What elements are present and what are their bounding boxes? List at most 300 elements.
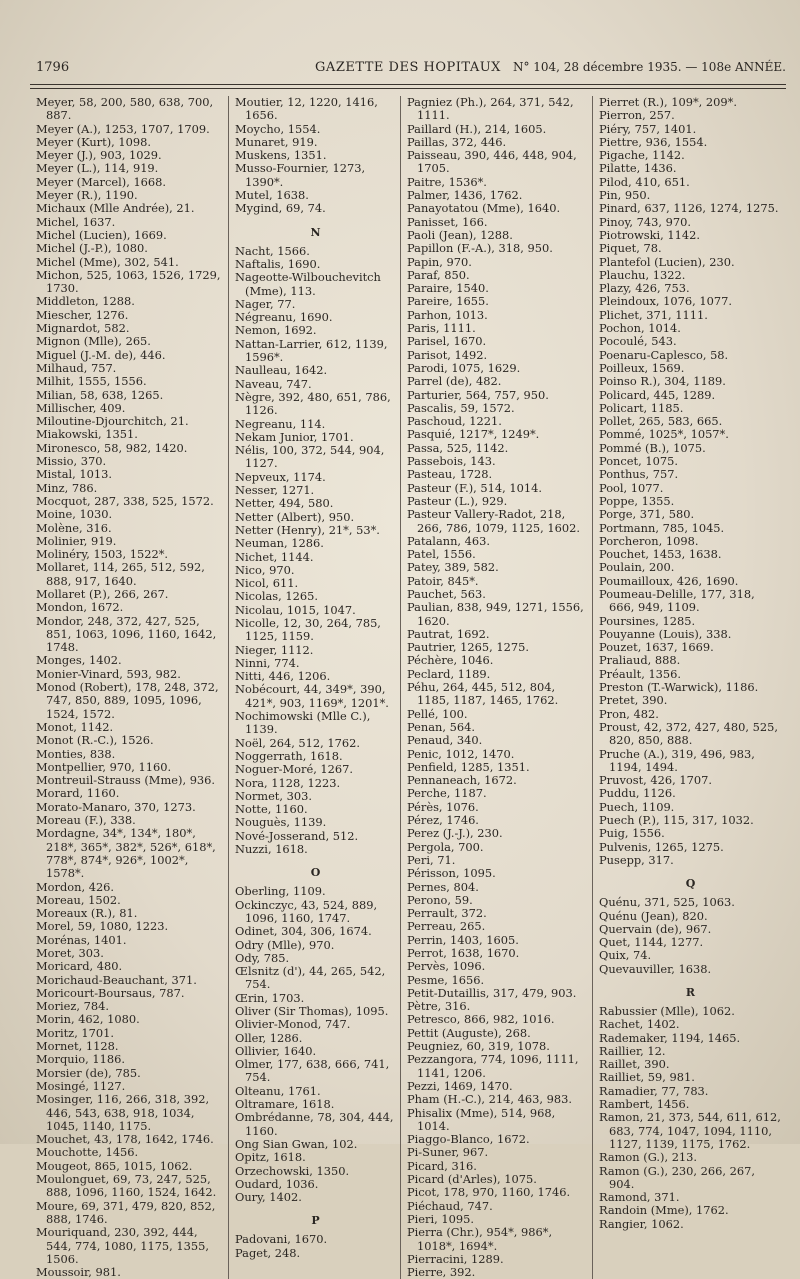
index-entry: Patey, 389, 582. <box>407 560 499 575</box>
index-entry: Neuman, 1286. <box>235 536 324 551</box>
index-entry: Pierracini, 1289. <box>407 1251 504 1266</box>
index-entry: Porcheron, 1098. <box>599 533 699 548</box>
index-entry: Moricard, 480. <box>36 959 123 974</box>
index-entry: Policard, 445, 1289. <box>599 387 716 402</box>
index-entry: Mutel, 1638. <box>235 188 309 203</box>
index-entry: Milian, 58, 638, 1265. <box>36 387 164 402</box>
index-entry: Perrin, 1403, 1605. <box>407 932 519 947</box>
index-entry: Ramadier, 77, 783. <box>599 1083 709 1098</box>
index-entry: Pool, 1077. <box>599 480 664 495</box>
index-entry: Penaud, 340. <box>407 733 483 748</box>
index-entry: Railliet, 59, 981. <box>599 1070 695 1085</box>
index-entry: Noël, 264, 512, 1762. <box>235 735 361 750</box>
index-entry: Meyer, 58, 200, 580, 638, 700, 887. <box>36 95 214 123</box>
index-entry: Moutier, 12, 1220, 1416, 1656. <box>235 95 378 123</box>
index-entry: Mordon, 426. <box>36 879 115 894</box>
index-entry: Millischer, 409. <box>36 400 126 415</box>
index-entry: Moret, 303. <box>36 946 104 960</box>
index-entry: Péhu, 264, 445, 512, 804, 1185, 1187, 1465, 1762. <box>407 680 559 708</box>
index-entry: Nekam Junior, 1701. <box>235 429 354 444</box>
index-entry: Muskens, 1351. <box>235 148 327 163</box>
index-entry: Parrel (de), 482. <box>407 374 502 389</box>
index-entry: Pinoy, 743, 970. <box>599 214 692 229</box>
index-entry: Ramon (G.), 213. <box>599 1150 698 1165</box>
index-entry: Monot, 1142. <box>36 719 114 734</box>
index-entry: Pezzi, 1469, 1470. <box>407 1078 513 1093</box>
index-entry: Pennaneach, 1672. <box>407 773 517 788</box>
index-entry: Nochimowski (Mlle C.), 1139. <box>235 709 371 737</box>
index-entry: Paraf, 850. <box>407 267 470 282</box>
index-entry: Minz, 786. <box>36 480 98 495</box>
index-columns <box>30 95 786 1279</box>
index-entry: Moricourt-Boursaus, 787. <box>36 985 185 1000</box>
index-entry: Pretet, 390. <box>599 693 668 708</box>
index-entry: Portmann, 785, 1045. <box>599 520 725 535</box>
index-entry: Mironesco, 58, 982, 1420. <box>36 440 188 455</box>
index-entry: Rangier, 1062. <box>599 1216 684 1231</box>
index-entry: Morquio, 1186. <box>36 1052 125 1067</box>
section-letter: R <box>685 986 696 999</box>
index-entry: Policart, 1185. <box>599 400 684 415</box>
index-entry: Pusepp, 317. <box>599 852 674 867</box>
index-entry: Milhaud, 757. <box>36 360 117 375</box>
index-entry: Morin, 462, 1080. <box>36 1012 140 1027</box>
page-header <box>30 58 786 80</box>
index-entry: Moine, 1030. <box>36 507 113 522</box>
index-entry: Périsson, 1095. <box>407 866 496 881</box>
index-entry: Morato-Manaro, 370, 1273. <box>36 799 196 814</box>
index-entry: Nattan-Larrier, 612, 1139, 1596*. <box>235 336 388 365</box>
index-entry: Normet, 303. <box>235 788 312 803</box>
index-entry: Poilleux, 1569. <box>599 360 685 375</box>
index-entry: Ramond, 371. <box>599 1190 680 1205</box>
index-entry: Nora, 1128, 1223. <box>235 775 341 790</box>
index-entry: Pautrat, 1692. <box>407 626 490 641</box>
index-entry: Morard, 1160. <box>36 786 120 801</box>
index-entry: Patalann, 463. <box>407 533 491 548</box>
index-column-2 <box>228 96 400 1279</box>
index-entry: Pierret (R.), 109*, 209*. <box>599 95 737 109</box>
index-entry: Mistal, 1013. <box>36 467 113 482</box>
index-entry: Quénu (Jean), 820. <box>599 908 708 923</box>
index-entry: Orzechowski, 1350. <box>235 1163 350 1178</box>
index-entry: Mignardot, 582. <box>36 321 130 336</box>
index-entry: Perono, 59. <box>407 892 473 907</box>
index-column-4 <box>592 96 786 1279</box>
index-entry: Paulian, 838, 949, 1271, 1556, 1620. <box>407 600 584 628</box>
index-entry: Mouchotte, 1456. <box>36 1145 139 1160</box>
index-entry: Monot (R.-C.), 1526. <box>36 733 154 748</box>
index-entry: Plantefol (Lucien), 230. <box>599 254 735 269</box>
index-entry: Paris, 1111. <box>407 321 476 336</box>
index-entry: Parhon, 1013. <box>407 307 488 322</box>
index-entry: Nègre, 392, 480, 651, 786, 1126. <box>235 389 391 418</box>
index-entry: Pollet, 265, 583, 665. <box>599 414 723 429</box>
index-entry: Perrault, 372. <box>407 906 487 921</box>
index-entry: Plauchu, 1322. <box>599 267 686 282</box>
index-entry: Moreau (F.), 338. <box>36 813 136 828</box>
index-entry: Netter, 494, 580. <box>235 496 334 511</box>
index-entry: Puddu, 1126. <box>599 786 676 801</box>
index-entry: Mordagne, 34*, 134*, 180*, 218*, 365*, 382*, 526*, 618*, 778*, 874*, 926*, 1002*, 1578*. <box>36 826 216 881</box>
index-entry: Pocoulé, 543. <box>599 334 677 349</box>
index-entry: Michon, 525, 1063, 1526, 1729, 1730. <box>36 267 221 296</box>
index-entry: Moreaux (R.), 81. <box>36 906 138 921</box>
index-entry: Miakowski, 1351. <box>36 427 138 442</box>
index-entry: Puech (P.), 115, 317, 1032. <box>599 813 754 828</box>
index-entry: Ramon (G.), 230, 266, 267, 904. <box>599 1163 756 1191</box>
index-entry: Parodi, 1075, 1629. <box>407 360 521 375</box>
index-entry: Mollaret, 114, 265, 512, 592, 888, 917, 1640. <box>36 560 205 588</box>
index-entry: Randoin (Mme), 1762. <box>599 1203 729 1218</box>
header-rule <box>30 84 786 85</box>
index-entry: Picot, 178, 970, 1160, 1746. <box>407 1185 571 1200</box>
index-entry: Michel (J.-P.), 1080. <box>36 241 148 256</box>
index-entry: Panisset, 166. <box>407 214 488 229</box>
index-entry: Phisalix (Mme), 514, 968, 1014. <box>407 1105 556 1133</box>
index-entry: Quevauviller, 1638. <box>599 961 712 976</box>
index-entry: Quet, 1144, 1277. <box>599 935 704 950</box>
index-entry: Molène, 316. <box>36 520 112 535</box>
index-entry: Piaggo-Blanco, 1672. <box>407 1132 530 1147</box>
index-entry: Pigache, 1142. <box>599 148 685 163</box>
index-entry: Petit-Dutaillis, 317, 479, 903. <box>407 985 577 1000</box>
index-entry: Nacht, 1566. <box>235 243 310 258</box>
index-entry: Meyer (J.), 903, 1029. <box>36 148 162 163</box>
index-entry: Pierre, 392. <box>407 1265 476 1279</box>
index-entry: Nové-Josserand, 512. <box>235 828 359 843</box>
index-entry: Penan, 564. <box>407 719 475 734</box>
index-entry: Quix, 74. <box>599 948 652 963</box>
index-entry: Netter (Henry), 21*, 53*. <box>235 522 380 537</box>
index-entry: Pellé, 100. <box>407 706 468 721</box>
index-entry: Montreuil-Strauss (Mme), 936. <box>36 773 216 788</box>
index-entry: Missio, 370. <box>36 454 107 469</box>
index-entry: Pleindoux, 1076, 1077. <box>599 294 733 309</box>
index-entry: Péchère, 1046. <box>407 653 494 668</box>
index-entry: Olivier-Monod, 747. <box>235 1017 351 1032</box>
index-column-1 <box>30 96 228 1279</box>
index-entry: Pulvenis, 1265, 1275. <box>599 839 724 854</box>
index-entry: Pierra (Chr.), 954*, 986*, 1018*, 1694*. <box>407 1225 553 1253</box>
index-entry: Pernes, 804. <box>407 879 479 894</box>
index-entry: Pouzet, 1637, 1669. <box>599 640 714 655</box>
index-entry: Piquet, 78. <box>599 241 662 256</box>
index-entry: Padovani, 1670. <box>235 1232 328 1247</box>
index-entry: Preston (T.-Warwick), 1186. <box>599 680 759 695</box>
index-entry: Nepveux, 1174. <box>235 469 326 484</box>
index-entry: Negreanu, 114. <box>235 416 326 431</box>
index-entry: Porge, 371, 580. <box>599 507 695 522</box>
issue-info: N° 104, 28 décembre 1935. — 108e ANNÉE. <box>512 60 786 74</box>
index-entry: Oliver (Sir Thomas), 1095. <box>235 1004 389 1018</box>
index-entry: Odinet, 304, 306, 1674. <box>235 924 372 939</box>
index-entry: Moritz, 1701. <box>36 1025 115 1040</box>
index-entry: Poppe, 1355. <box>599 493 675 508</box>
index-entry: Moussoir, 981. <box>36 1265 121 1279</box>
index-entry: Penfield, 1285, 1351. <box>407 759 530 774</box>
index-entry: Pasteur Vallery-Radot, 218, 266, 786, 1079, 1125, 1602. <box>407 507 581 535</box>
index-entry: Monier-Vinard, 593, 982. <box>36 666 181 681</box>
index-entry: Plichet, 371, 1111. <box>599 307 708 322</box>
index-entry: Parisot, 1492. <box>407 347 488 362</box>
index-entry: Oury, 1402. <box>235 1190 302 1205</box>
index-entry: Œlsnitz (d'), 44, 265, 542, 754. <box>235 964 386 992</box>
index-entry: Nicolas, 1265. <box>235 589 318 604</box>
index-entry: Nouguès, 1139. <box>235 815 327 830</box>
index-entry: Michel (Lucien), 1669. <box>36 227 167 242</box>
index-entry: Odry (Mlle), 970. <box>235 937 335 952</box>
index-entry: Ollivier, 1640. <box>235 1043 317 1058</box>
index-entry: Perche, 1187. <box>407 786 487 801</box>
index-entry: Pinard, 637, 1126, 1274, 1275. <box>599 201 779 216</box>
journal-title: GAZETTE DES HOPITAUX <box>315 60 501 75</box>
index-entry: Mouchet, 43, 178, 1642, 1746. <box>36 1132 214 1147</box>
index-entry: Moure, 69, 371, 479, 820, 852, 888, 1746. <box>36 1198 216 1226</box>
page-number: 1796 <box>36 60 70 75</box>
index-entry: Rademaker, 1194, 1465. <box>599 1030 741 1045</box>
index-entry: Patoir, 845*. <box>407 573 479 588</box>
index-entry: Notte, 1160. <box>235 802 308 817</box>
index-entry: Mondon, 1672. <box>36 600 124 615</box>
index-entry: Papin, 970. <box>407 254 472 269</box>
index-entry: Pergola, 700. <box>407 839 484 854</box>
index-entry: Paget, 248. <box>235 1245 301 1260</box>
index-entry: Mondor, 248, 372, 427, 525, 851, 1063, 1096, 1160, 1642, 1748. <box>36 613 217 655</box>
index-entry: Nager, 77. <box>235 296 296 311</box>
index-entry: Miloutine-Djourchitch, 21. <box>36 414 189 429</box>
index-entry: Nesser, 1271. <box>235 483 315 498</box>
index-entry: Picard (d'Arles), 1075. <box>407 1172 537 1187</box>
index-entry: Nemon, 1692. <box>235 323 317 338</box>
index-entry: Naulleau, 1642. <box>235 363 328 378</box>
index-entry: Moulonguet, 69, 73, 247, 525, 888, 1096, 1160, 1524, 1642. <box>36 1172 217 1200</box>
index-entry: Pauchet, 563. <box>407 586 486 601</box>
index-entry: Michel (Mme), 302, 541. <box>36 254 179 269</box>
index-entry: Ong Sian Gwan, 102. <box>235 1136 358 1151</box>
index-entry: Paillas, 372, 446. <box>407 134 507 149</box>
index-entry: Nieger, 1112. <box>235 642 314 657</box>
index-entry: Pham (H.-C.), 214, 463, 983. <box>407 1092 573 1107</box>
index-entry: Nuzzi, 1618. <box>235 842 308 857</box>
index-entry: Nicolau, 1015, 1047. <box>235 602 356 617</box>
index-entry: Michel, 1637. <box>36 214 116 229</box>
index-entry: Pezzangora, 774, 1096, 1111, 1141, 1206. <box>407 1052 579 1080</box>
index-entry: Monges, 1402. <box>36 653 122 668</box>
index-entry: Perrot, 1638, 1670. <box>407 946 520 960</box>
index-entry: Peclard, 1189. <box>407 666 491 681</box>
index-entry: Pi-Suner, 967. <box>407 1145 489 1160</box>
index-entry: Molinéry, 1503, 1522*. <box>36 547 169 562</box>
index-entry: Raillier, 12. <box>599 1043 666 1058</box>
index-entry: Puech, 1109. <box>599 799 675 814</box>
index-entry: Négreanu, 1690. <box>235 310 333 325</box>
index-entry: Puig, 1556. <box>599 826 665 841</box>
index-entry: Meyer (L.), 114, 919. <box>36 161 159 176</box>
index-entry: Piéry, 757, 1401. <box>599 121 697 136</box>
index-entry: Meyer (Kurt), 1098. <box>36 134 152 149</box>
index-entry: Préault, 1356. <box>599 666 682 681</box>
index-entry: Ody, 785. <box>235 950 290 965</box>
index-entry: Mosinger, 116, 266, 318, 392, 446, 543, 638, 918, 1034, 1045, 1140, 1175. <box>36 1092 210 1133</box>
index-entry: Mornet, 1128. <box>36 1039 119 1054</box>
section-letter: Q <box>685 877 696 891</box>
index-entry: Parisel, 1670. <box>407 334 487 349</box>
index-entry: Ockinczyc, 43, 524, 889, 1096, 1160, 1747. <box>235 897 378 925</box>
index-entry: Pin, 950. <box>599 188 651 203</box>
index-entry: Moycho, 1554. <box>235 121 321 136</box>
index-entry: Pommé (B.), 1075. <box>599 440 706 455</box>
index-entry: Picard, 316. <box>407 1158 477 1173</box>
index-entry: Monties, 838. <box>36 746 116 761</box>
index-entry: Pron, 482. <box>599 706 659 721</box>
index-entry: Michaux (Mlle Andrée), 21. <box>36 201 195 216</box>
index-entry: Passebois, 143. <box>407 454 496 469</box>
index-entry: Mougeot, 865, 1015, 1062. <box>36 1158 193 1173</box>
index-entry: Nobécourt, 44, 349*, 390, 421*, 903, 1169*, 1201*. <box>235 682 389 710</box>
index-entry: Poinso R.), 304, 1189. <box>599 374 726 389</box>
index-entry: Ninni, 774. <box>235 655 300 670</box>
index-entry: Poumeau-Delille, 177, 318, 666, 949, 1109. <box>599 586 755 615</box>
index-entry: Paoli (Jean), 1288. <box>407 227 513 242</box>
index-entry: Paisseau, 390, 446, 448, 904, 1705. <box>407 148 577 176</box>
index-entry: Ramon, 21, 373, 544, 611, 612, 683, 774, 1047, 1094, 1110, 1127, 1139, 1175, 1762. <box>599 1110 781 1151</box>
index-entry: Pochon, 1014. <box>599 321 681 336</box>
index-entry: Pervès, 1096. <box>407 959 486 974</box>
index-entry: Piettre, 936, 1554. <box>599 134 708 149</box>
index-entry: Pieri, 1095. <box>407 1211 474 1226</box>
index-entry: Olteanu, 1761. <box>235 1083 321 1098</box>
index-entry: Pilatte, 1436. <box>599 161 677 176</box>
index-entry: Pommé, 1025*, 1057*. <box>599 427 729 442</box>
index-entry: Quénu, 371, 525, 1063. <box>599 895 735 910</box>
index-entry: Nitti, 446, 1206. <box>235 669 331 684</box>
index-entry: Morichaud-Beauchant, 371. <box>36 972 197 987</box>
index-entry: Rachet, 1402. <box>599 1017 680 1032</box>
index-entry: Perreau, 265. <box>407 919 486 934</box>
index-entry: Nélis, 100, 372, 544, 904, 1127. <box>235 443 385 471</box>
index-entry: Morsier (de), 785. <box>36 1065 141 1080</box>
index-entry: Pouchet, 1453, 1638. <box>599 547 722 562</box>
index-entry: Pètre, 316. <box>407 999 471 1014</box>
index-entry: Nico, 970. <box>235 562 295 577</box>
index-entry: Oller, 1286. <box>235 1030 303 1045</box>
index-entry: Patel, 1556. <box>407 547 476 562</box>
index-entry: Œrin, 1703. <box>235 990 305 1005</box>
index-entry: Pilod, 410, 651. <box>599 174 690 189</box>
header-rule-thin <box>30 88 786 89</box>
index-entry: Musso-Fournier, 1273, 1390*. <box>235 161 366 189</box>
index-entry: Miescher, 1276. <box>36 307 129 322</box>
index-entry: Poncet, 1075. <box>599 454 678 469</box>
index-entry: Pasteur (F.), 514, 1014. <box>407 480 542 495</box>
index-entry: Pasteau, 1728. <box>407 467 493 482</box>
index-entry: Mocquot, 287, 338, 525, 1572. <box>36 493 214 508</box>
index-entry: Meyer (Marcel), 1668. <box>36 174 167 189</box>
index-column-3 <box>400 96 592 1279</box>
index-entry: Pascalis, 59, 1572. <box>407 400 515 415</box>
section-letter: O <box>310 866 321 880</box>
index-entry: Naveau, 747. <box>235 376 312 391</box>
index-entry: Olmer, 177, 638, 666, 741, 754. <box>235 1057 390 1085</box>
index-entry: Munaret, 919. <box>235 134 318 149</box>
index-entry: Pasteur (L.), 929. <box>407 493 508 508</box>
index-entry: Poenaru-Caplesco, 58. <box>599 347 729 362</box>
index-entry: Quervain (de), 967. <box>599 921 712 936</box>
index-entry: Rambert, 1456. <box>599 1097 690 1112</box>
index-entry: Paitre, 1536*. <box>407 174 487 189</box>
index-entry: Raillet, 390. <box>599 1057 670 1072</box>
index-entry: Montpellier, 970, 1160. <box>36 759 172 774</box>
index-entry: Paschoud, 1221. <box>407 414 502 429</box>
index-entry: Pruche (A.), 319, 496, 983, 1194, 1494. <box>599 746 755 774</box>
index-entry: Milhit, 1555, 1556. <box>36 374 147 389</box>
index-entry: Proust, 42, 372, 427, 480, 525, 820, 850, 888. <box>599 719 779 748</box>
index-entry: Mignon (Mlle), 265. <box>36 334 151 349</box>
index-entry: Pareire, 1655. <box>407 294 489 309</box>
index-entry: Noguer-Moré, 1267. <box>235 762 354 777</box>
section-letter: N <box>310 225 321 239</box>
index-entry: Parturier, 564, 757, 950. <box>407 387 549 402</box>
index-entry: Pierron, 257. <box>599 108 675 123</box>
index-entry: Petresco, 866, 982, 1016. <box>407 1012 555 1027</box>
index-entry: Plazy, 426, 753. <box>599 281 690 296</box>
index-entry: Pouyanne (Louis), 338. <box>599 626 732 641</box>
index-entry: Oberling, 1109. <box>235 884 326 899</box>
index-entry: Pesme, 1656. <box>407 972 485 987</box>
index-entry: Morénas, 1401. <box>36 932 127 947</box>
index-entry: Nageotte-Wilbouchevitch (Mme), 113. <box>235 270 381 298</box>
index-entry: Peri, 71. <box>407 852 456 867</box>
index-entry: Pérez, 1746. <box>407 813 479 828</box>
index-entry: Moreau, 1502. <box>36 892 121 907</box>
index-entry: Poumailloux, 426, 1690. <box>599 573 739 588</box>
index-entry: Paillard (H.), 214, 1605. <box>407 121 547 136</box>
section-letter: P <box>311 1214 320 1228</box>
index-entry: Panayotatou (Mme), 1640. <box>407 201 561 216</box>
index-entry: Mollaret (P.), 266, 267. <box>36 586 169 601</box>
index-entry: Peugniez, 60, 319, 1078. <box>407 1039 550 1054</box>
index-entry: Ombrédanne, 78, 304, 444, 1160. <box>235 1110 394 1138</box>
index-entry: Pérès, 1076. <box>407 799 479 814</box>
index-entry: Moriez, 784. <box>36 999 109 1014</box>
index-entry: Monod (Robert), 178, 248, 372, 747, 850, 889, 1095, 1096, 1524, 1572. <box>36 680 219 721</box>
index-entry: Meyer (R.), 1190. <box>36 188 138 203</box>
index-entry: Palmer, 1436, 1762. <box>407 188 523 203</box>
index-entry: Miguel (J.-M. de), 446. <box>36 347 166 362</box>
index-entry: Mouriquand, 230, 392, 444, 544, 774, 1080, 1175, 1355, 1506. <box>36 1225 210 1266</box>
index-entry: Morel, 59, 1080, 1223. <box>36 919 169 934</box>
index-entry: Poulain, 200. <box>599 560 675 575</box>
index-entry: Pasquié, 1217*, 1249*. <box>407 427 540 442</box>
index-entry: Mygind, 69, 74. <box>235 201 326 216</box>
index-entry: Pagniez (Ph.), 264, 371, 542, 1111. <box>407 95 574 123</box>
index-entry: Meyer (A.), 1253, 1707, 1709. <box>36 121 210 136</box>
index-entry: Oudard, 1036. <box>235 1176 319 1191</box>
index-entry: Penic, 1012, 1470. <box>407 746 515 761</box>
index-entry: Nicolle, 12, 30, 264, 785, 1125, 1159. <box>235 615 381 644</box>
index-entry: Pettit (Auguste), 268. <box>407 1025 531 1040</box>
index-entry: Paraire, 1540. <box>407 281 489 296</box>
index-entry: Opitz, 1618. <box>235 1150 306 1165</box>
index-entry: Pruvost, 426, 1707. <box>599 773 712 788</box>
index-entry: Oltramare, 1618. <box>235 1097 335 1112</box>
index-entry: Rabussier (Mlle), 1062. <box>599 1004 735 1018</box>
index-entry: Piotrowski, 1142. <box>599 227 701 242</box>
index-entry: Perez (J.-J.), 230. <box>407 826 503 841</box>
index-entry: Poursines, 1285. <box>599 613 696 628</box>
index-entry: Praliaud, 888. <box>599 653 681 668</box>
